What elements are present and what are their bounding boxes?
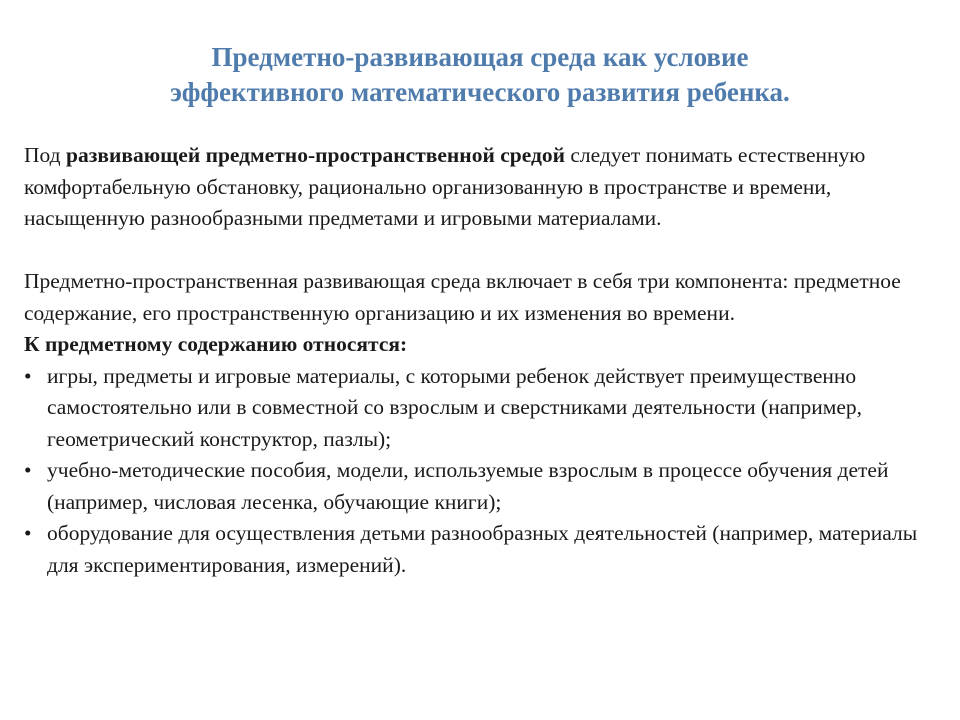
paragraph-spacer <box>24 235 934 267</box>
slide-title <box>60 40 900 110</box>
definition-prefix: Под <box>24 143 66 167</box>
slide-body <box>24 140 934 581</box>
title-line-2: эффективного математического развития ребенка. <box>170 77 790 107</box>
list-item <box>24 518 934 581</box>
list-item-text: игры, предметы и игровые материалы, с которыми ребенок действует преимущественно самостоятельно или в совместной со взрослым и сверстниками деятельности (например, геометрический конструктор, пазлы); <box>47 363 863 451</box>
content-list <box>24 361 934 582</box>
list-item-text: оборудование для осуществления детьми разнообразных деятельностей (например, материалы для экспериментирования, измерений). <box>47 521 918 577</box>
list-item <box>24 361 934 456</box>
bullet-icon: • <box>24 521 32 545</box>
bullet-icon: • <box>24 363 32 388</box>
definition-text: следует понимать естественную комфортабельную обстановку, рационально организованную в пространстве и времени, насыщенную разнообразными предметами и игровыми материалами. <box>24 143 866 230</box>
title-line-1: Предметно-развивающая среда как условие <box>211 42 749 72</box>
list-item <box>24 455 934 518</box>
definition-term: развивающей предметно-пространственной средой <box>65 143 565 167</box>
list-heading: К предметному содержанию относятся: <box>24 332 408 356</box>
list-item-text: учебно-методические пособия, модели, используемые взрослым в процессе обучения детей (например, числовая лесенка, обучающие книги); <box>47 458 889 514</box>
definition-paragraph <box>24 140 934 235</box>
components-paragraph: Предметно-пространственная развивающая среда включает в себя три компонента: предметное содержание, его пространственную организацию и их изменения во времени. <box>24 269 901 325</box>
bullet-icon: • <box>24 458 32 482</box>
